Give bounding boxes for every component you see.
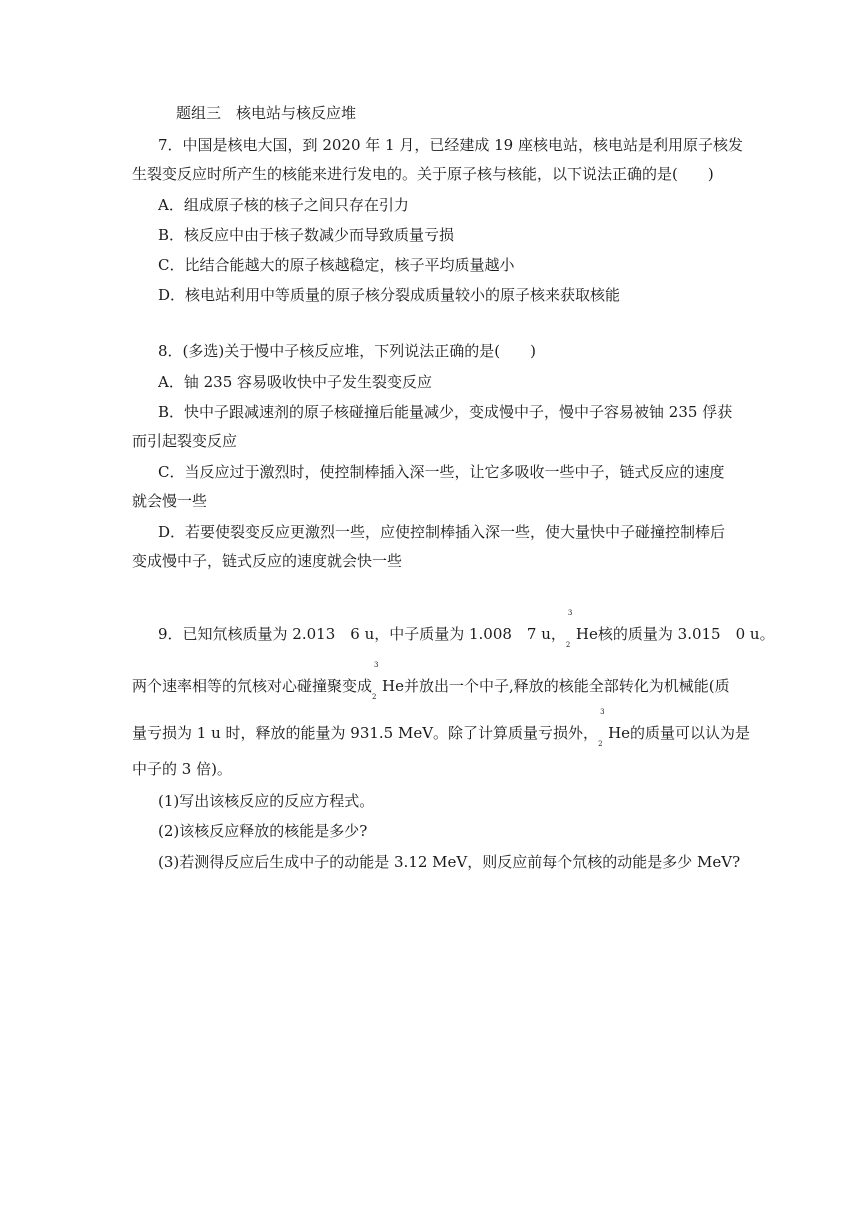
q7-option-c: C．比结合能越大的原子核越稳定，核子平均质量越小 [158, 256, 515, 274]
helium-symbol: He [608, 724, 631, 742]
helium3-isotope-notation [598, 708, 608, 748]
section-heading: 题组三 核电站与核反应堆 [176, 104, 357, 122]
q7-option-b: B．核反应中由于核子数减少而导致质量亏损 [158, 226, 455, 244]
q9-subquestion-1: (1)写出该核反应的反应方程式。 [158, 792, 375, 810]
q9-subquestion-3: (3)若测得反应后生成中子的动能是 3.12 MeV，则反应前每个氘核的动能是多少 MeV? [158, 853, 741, 871]
q9-stem-line3 [132, 708, 751, 748]
q7-option-d: D．核电站利用中等质量的原子核分裂成质量较小的原子核来获取核能 [158, 286, 621, 304]
q9-stem-line4: 中子的 3 倍)。 [132, 760, 232, 778]
q8-option-a: A．铀 235 容易吸收快中子发生裂变反应 [158, 373, 433, 391]
q7-option-a: A．组成原子核的核子之间只存在引力 [158, 196, 409, 214]
q7-stem-line2: 生裂变反应时所产生的核能来进行发电的。关于原子核与核能，以下说法正确的是( ) [132, 165, 714, 183]
helium3-isotope-notation [565, 609, 576, 649]
q7-stem-line1: 7．中国是核电大国，到 2020 年 1 月，已经建成 19 座核电站，核电站是利用原子核发 [158, 136, 743, 154]
isotope-atomic-number: 2 [372, 693, 377, 701]
q8-option-d-line1: D．若要使裂变反应更激烈一些，应使控制棒插入深一些，使大量快中子碰撞控制棒后 [158, 523, 726, 541]
helium-symbol: He [575, 625, 598, 643]
q8-option-c-line2: 就会慢一些 [132, 492, 208, 510]
q9-line1-text-b: 核的质量为 3.015 0 u。 [597, 625, 775, 643]
isotope-mass-number: 3 [374, 661, 379, 669]
q8-option-d-line2: 变成慢中子，链式反应的速度就会快一些 [132, 552, 403, 570]
q9-line2-text-b: 并放出一个中子,释放的核能全部转化为机械能(质 [403, 677, 730, 695]
q9-stem-line2 [132, 661, 730, 701]
q9-line1-text-a: 9．已知氘核质量为 2.013 6 u，中子质量为 1.008 7 u， [158, 625, 566, 643]
q8-stem: 8．(多选)关于慢中子核反应堆，下列说法正确的是( ) [158, 342, 536, 360]
isotope-atomic-number: 2 [565, 641, 571, 649]
q9-line2-text-a: 两个速率相等的氘核对心碰撞聚变成 [132, 677, 373, 695]
q9-line3-text-a: 量亏损为 1 u 时，释放的能量为 931.5 MeV。除了计算质量亏损外， [132, 724, 599, 742]
q9-subquestion-2: (2)该核反应释放的核能是多少? [158, 822, 368, 840]
helium3-isotope-notation [372, 661, 382, 701]
q8-option-b-line1: B．快中子跟减速剂的原子核碰撞后能量减少，变成慢中子，慢中子容易被铀 235 俘获 [158, 403, 733, 421]
q8-option-c-line1: C．当反应过于激烈时，使控制棒插入深一些，让它多吸收一些中子，链式反应的速度 [158, 463, 725, 481]
q9-stem-line1 [158, 609, 775, 649]
isotope-atomic-number: 2 [598, 740, 603, 748]
helium-symbol: He [382, 677, 404, 695]
q9-line3-text-b: 的质量可以认为是 [630, 724, 751, 742]
q8-option-b-line2: 而引起裂变反应 [132, 432, 238, 450]
isotope-mass-number: 3 [567, 609, 573, 617]
isotope-mass-number: 3 [600, 708, 605, 716]
